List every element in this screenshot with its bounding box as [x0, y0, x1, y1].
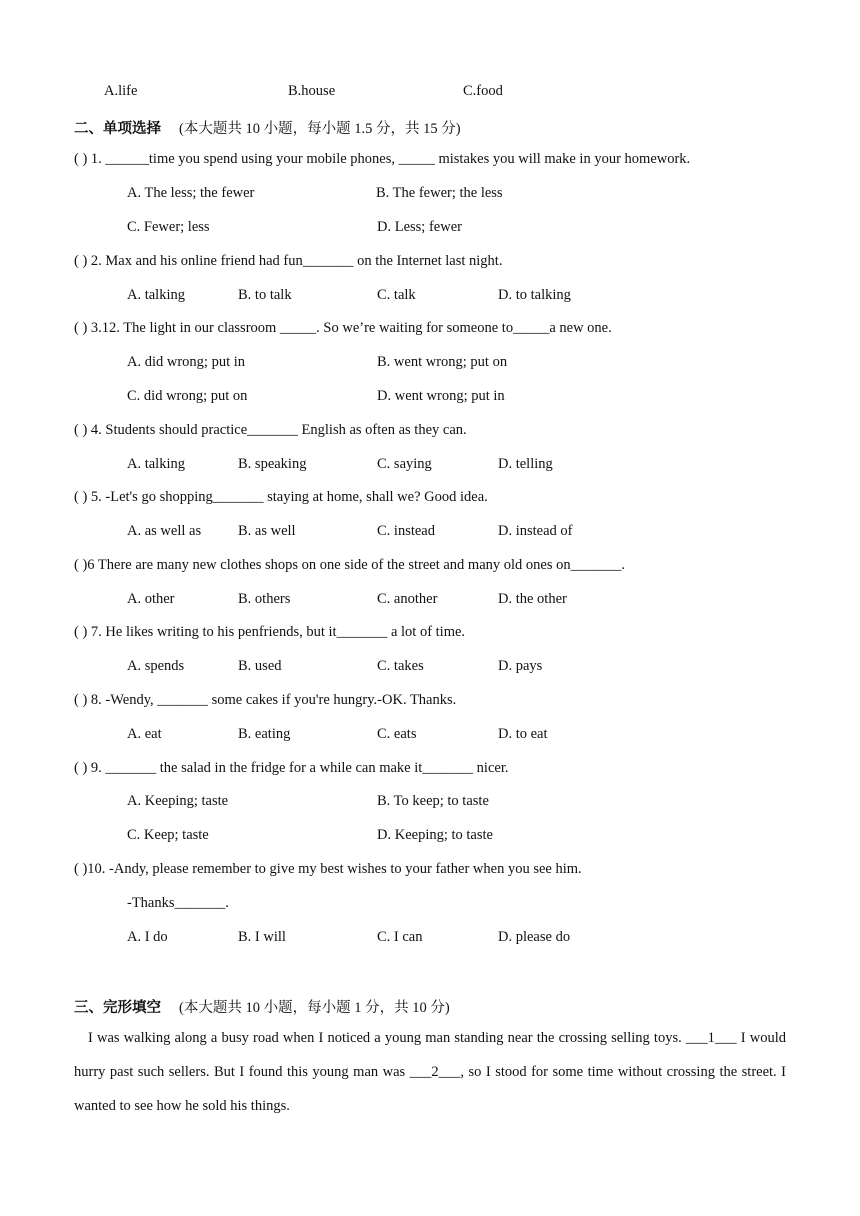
q3-option-b: B. went wrong; put on	[377, 354, 508, 370]
passage-part-2: I would hurry past such sellers. But I found this young man was	[74, 1030, 786, 1080]
section-3-meta: (本大题共 10 小题，每小题 1 分，共 10 分)	[179, 1000, 450, 1016]
q3-option-a: A. did wrong; put in	[127, 354, 246, 370]
passage-part-3: , so I stood for some time without crossing the street. I wanted to see how he sold his things.	[74, 1064, 786, 1114]
q7-option-d: D. pays	[498, 658, 543, 674]
question-5-stem: ( ) 5. -Let's go shopping_______ staying at home, shall we? Good idea.	[74, 489, 488, 505]
q3-option-d: D. went wrong; put in	[377, 388, 505, 404]
q6-option-b: B. others	[238, 591, 291, 607]
q5-option-a: A. as well as	[127, 523, 202, 539]
q7-option-c: C. takes	[377, 658, 424, 674]
q3-option-c: C. did wrong; put on	[127, 388, 248, 404]
question-1-stem: ( ) 1. ______time you spend using your mobile phones, _____ mistakes you will make in your homework.	[74, 151, 691, 167]
q1-option-c: C. Fewer; less	[127, 219, 210, 235]
q8-option-c: C. eats	[377, 726, 417, 742]
question-3-stem: ( ) 3.12. The light in our classroom _____. So we’re waiting for someone to_____a new one.	[74, 320, 612, 336]
q9-option-b: B. To keep; to taste	[377, 793, 489, 809]
blank-1: ___1___	[685, 1030, 737, 1046]
section-2-title	[74, 117, 461, 138]
q1-option-b: B. The fewer; the less	[376, 185, 503, 201]
question-2-stem: ( ) 2. Max and his online friend had fun_______ on the Internet last night.	[74, 253, 503, 269]
option-c: C.food	[463, 83, 503, 99]
q1-option-d: D. Less; fewer	[377, 219, 462, 235]
question-4-stem: ( ) 4. Students should practice_______ English as often as they can.	[74, 422, 467, 438]
option-b: B.house	[288, 83, 336, 99]
question-8-stem: ( ) 8. -Wendy, _______ some cakes if you're hungry.-OK. Thanks.	[74, 692, 457, 708]
q2-option-d: D. to talking	[498, 287, 571, 303]
q7-option-b: B. used	[238, 658, 282, 674]
question-10-stem: ( )10. -Andy, please remember to give my best wishes to your father when you see him.	[74, 861, 582, 877]
q10-option-c: C. I can	[377, 929, 423, 945]
q6-option-d: D. the other	[498, 591, 567, 607]
q5-option-b: B. as well	[238, 523, 296, 539]
blank-2: ___2___	[409, 1064, 461, 1080]
q10-option-d: D. please do	[498, 929, 571, 945]
q10-option-a: A. I do	[127, 929, 168, 945]
q9-option-c: C. Keep; taste	[127, 827, 209, 843]
section-3-title	[74, 996, 450, 1017]
q2-option-a: A. talking	[127, 287, 185, 303]
question-7-stem: ( ) 7. He likes writing to his penfriends, but it_______ a lot of time.	[74, 624, 466, 640]
section-2-meta: (本大题共 10 小题，每小题 1.5 分，共 15 分)	[179, 121, 461, 137]
q10-option-b: B. I will	[238, 929, 286, 945]
question-6-stem: ( )6 There are many new clothes shops on one side of the street and many old ones on_______.	[74, 557, 625, 573]
q8-option-a: A. eat	[127, 726, 162, 742]
q2-option-b: B. to talk	[238, 287, 292, 303]
section-3-heading: 三、完形填空	[74, 1000, 161, 1016]
q4-option-b: B. speaking	[238, 456, 307, 472]
question-9-stem: ( ) 9. _______ the salad in the fridge for a while can make it_______ nicer.	[74, 760, 509, 776]
q6-option-a: A. other	[127, 591, 175, 607]
q8-option-b: B. eating	[238, 726, 291, 742]
q9-option-a: A. Keeping; taste	[127, 793, 229, 809]
q4-option-d: D. telling	[498, 456, 553, 472]
q8-option-d: D. to eat	[498, 726, 548, 742]
q1-option-a: A. The less; the fewer	[127, 185, 255, 201]
question-10-stem-2: -Thanks_______.	[127, 895, 229, 911]
q5-option-c: C. instead	[377, 523, 435, 539]
q2-option-c: C. talk	[377, 287, 416, 303]
section-2-heading: 二、单项选择	[74, 121, 161, 137]
q6-option-c: C. another	[377, 591, 438, 607]
q7-option-a: A. spends	[127, 658, 185, 674]
option-a: A.life	[104, 83, 138, 99]
cloze-passage	[74, 1021, 786, 1123]
passage-part-1: I was walking along a busy road when I noticed a young man standing near the crossing selling toys.	[88, 1030, 686, 1046]
q4-option-a: A. talking	[127, 456, 185, 472]
q5-option-d: D. instead of	[498, 523, 573, 539]
q9-option-d: D. Keeping; to taste	[377, 827, 493, 843]
q4-option-c: C. saying	[377, 456, 432, 472]
